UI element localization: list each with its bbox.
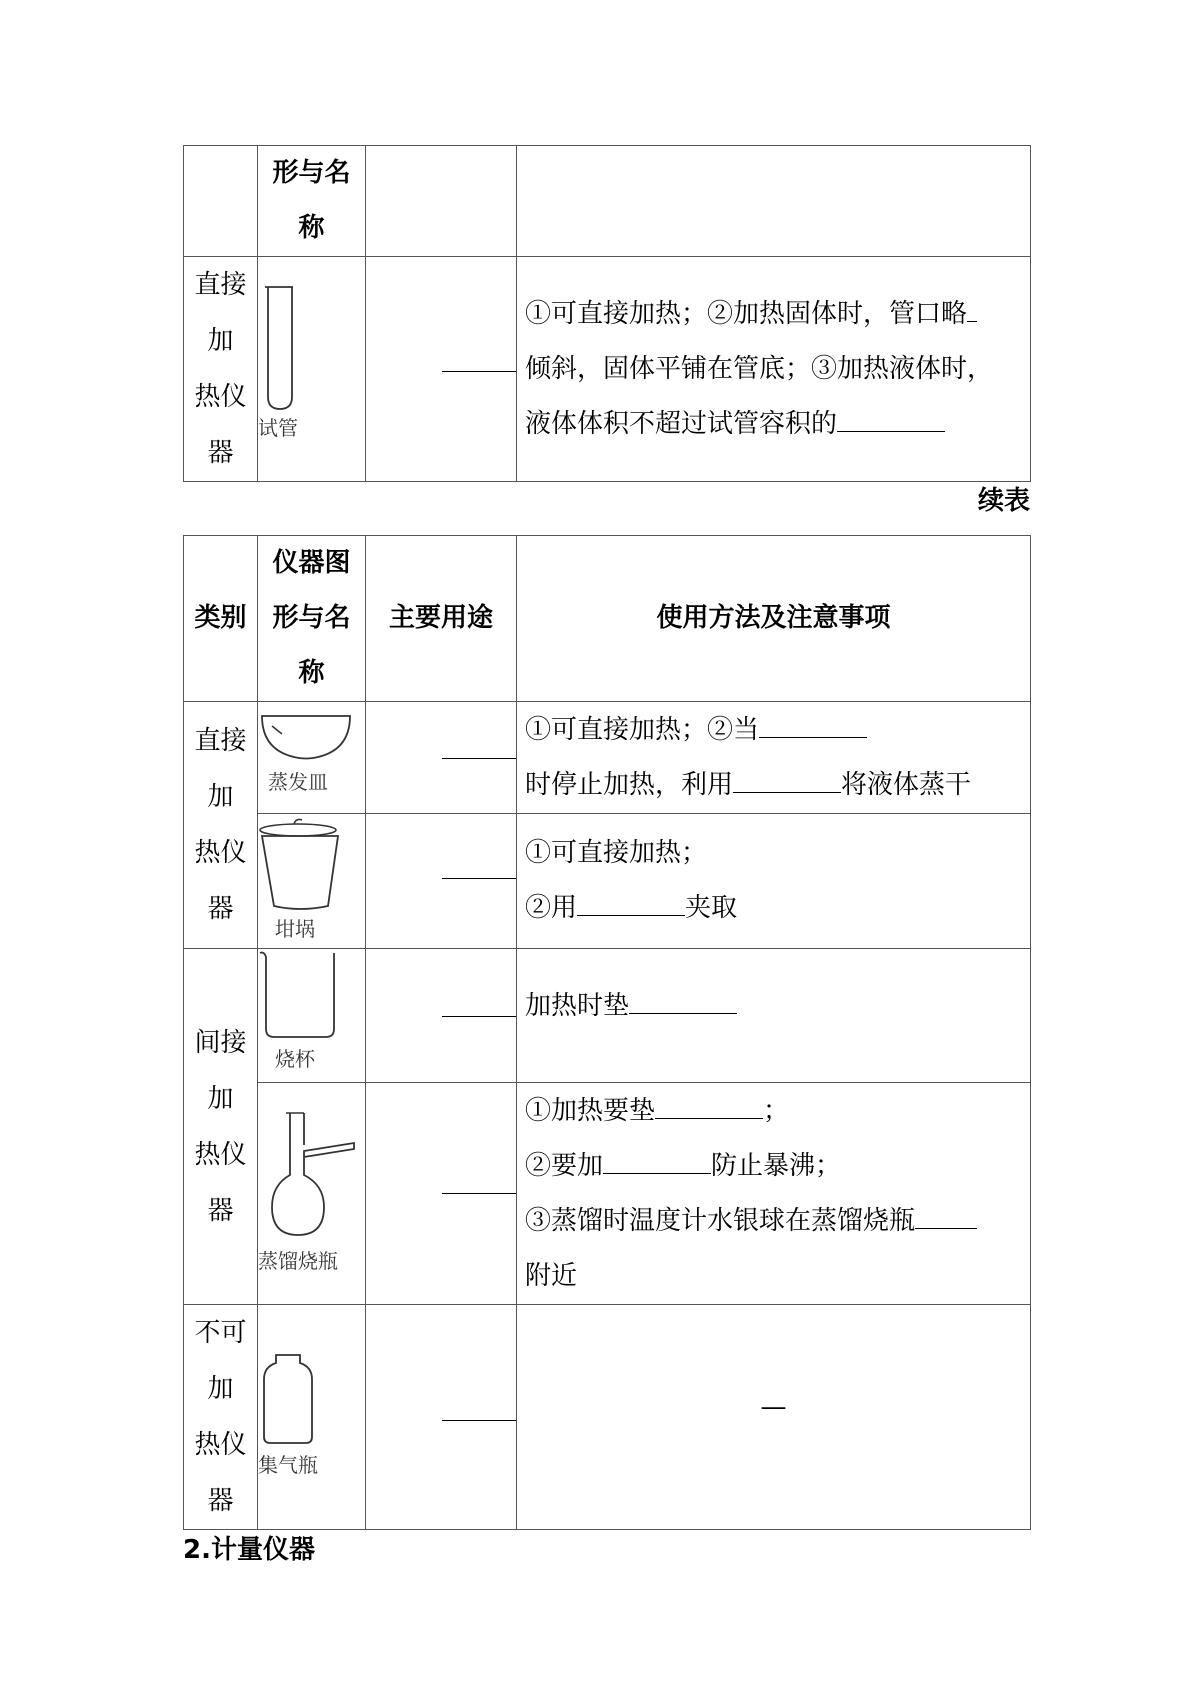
table-2-header-row <box>184 536 1031 702</box>
header-text: 仪器图 <box>272 548 351 578</box>
use-cell <box>366 1305 517 1530</box>
category-text: 加 <box>207 326 234 356</box>
answer-blank <box>442 1016 516 1017</box>
answer-blank <box>967 299 977 322</box>
category-text: 热仪 <box>194 1139 247 1170</box>
category-cell <box>184 702 258 949</box>
table-row-test-tube <box>184 257 1031 482</box>
header-use: 主要用途 <box>366 536 517 702</box>
instrument-label: 烧杯 <box>275 1047 315 1071</box>
answer-blank <box>442 371 516 372</box>
instrument-label: 蒸馏烧瓶 <box>258 1249 338 1273</box>
method-text: 防止暴沸； <box>711 1150 842 1181</box>
category-text: 热仪 <box>194 382 247 412</box>
instrument-label: 集气瓶 <box>258 1453 318 1477</box>
method-text: ①可直接加热；②当 <box>525 714 760 745</box>
section-title: 2.计量仪器 <box>183 1535 315 1565</box>
method-cell <box>517 1083 1031 1305</box>
method-text: ①可直接加热； <box>525 838 708 868</box>
instrument-cell <box>258 257 366 482</box>
header-method: 使用方法及注意事项 <box>517 536 1031 702</box>
method-text: 时停止加热，利用 <box>525 769 734 800</box>
instrument-cell <box>258 814 366 949</box>
category-cell <box>184 949 258 1305</box>
header-text: 形与名 <box>272 603 351 633</box>
continued-label-row <box>183 480 1030 514</box>
method-text: ②要加 <box>525 1150 604 1181</box>
header-cell-method <box>517 146 1031 257</box>
instrument-label: 坩埚 <box>275 917 315 941</box>
use-cell <box>366 949 517 1083</box>
instrument-label: 蒸发皿 <box>268 770 328 794</box>
category-text: 器 <box>207 438 234 468</box>
table-row-evaporating-dish <box>184 702 1031 814</box>
category-text: 器 <box>207 894 234 924</box>
category-text: 器 <box>207 1195 234 1226</box>
table-row-beaker <box>184 949 1031 1083</box>
method-text: 加热时垫 <box>525 991 630 1021</box>
answer-blank <box>629 991 737 1014</box>
instrument-cell <box>258 702 366 814</box>
category-text: 直接 <box>194 270 247 300</box>
category-text: 间接 <box>194 1027 247 1058</box>
category-text: 加 <box>207 782 234 812</box>
use-cell <box>366 1083 517 1305</box>
header-instrument <box>258 536 366 702</box>
answer-blank <box>733 770 841 793</box>
answer-blank <box>442 758 516 759</box>
method-text: ①加热要垫 <box>525 1095 656 1126</box>
answer-blank <box>915 1206 977 1229</box>
method-text: 将液体蒸干 <box>841 769 972 800</box>
header-text: 称 <box>298 213 325 243</box>
evaporating-dish-icon <box>258 702 366 814</box>
test-tube-icon <box>258 257 366 479</box>
header-text: 形与名 <box>272 158 351 188</box>
category-text: 热仪 <box>194 1430 247 1460</box>
method-text: ③蒸馏时温度计水银球在蒸馏烧瓶 <box>525 1205 916 1236</box>
category-text: 加 <box>207 1374 234 1404</box>
category-text: 加 <box>207 1083 234 1114</box>
table-2 <box>183 535 1031 1530</box>
method-cell <box>517 257 1031 482</box>
use-cell <box>366 814 517 949</box>
table-1-header-row <box>184 146 1031 257</box>
answer-blank <box>577 893 685 916</box>
table-row-distilling-flask <box>184 1083 1031 1305</box>
answer-blank <box>442 878 516 879</box>
method-dash: — <box>760 1392 787 1422</box>
category-cell <box>184 1305 258 1530</box>
category-cell <box>184 257 258 482</box>
answer-blank <box>442 1420 516 1421</box>
category-text: 不可 <box>194 1318 247 1348</box>
instrument-cell <box>258 1305 366 1530</box>
header-cell-instrument <box>258 146 366 257</box>
method-cell <box>517 702 1031 814</box>
method-text: 液体体积不超过试管容积的 <box>525 408 838 439</box>
gas-jar-icon <box>258 1305 366 1527</box>
table-row-gas-jar <box>184 1305 1031 1530</box>
instrument-label: 试管 <box>258 416 298 440</box>
answer-blank <box>655 1096 763 1119</box>
category-text: 器 <box>207 1486 234 1516</box>
header-cell-empty <box>184 146 258 257</box>
method-text: ②用 <box>525 893 578 923</box>
category-text: 直接 <box>194 726 247 756</box>
method-cell <box>517 1305 1031 1530</box>
header-category: 类别 <box>184 536 258 702</box>
use-cell <box>366 257 517 482</box>
instrument-cell <box>258 949 366 1083</box>
method-cell <box>517 949 1031 1083</box>
answer-blank <box>837 409 945 432</box>
answer-blank <box>442 1193 516 1194</box>
use-cell <box>366 702 517 814</box>
table-row-crucible <box>184 814 1031 949</box>
continued-label: 续表 <box>977 486 1030 516</box>
answer-blank <box>759 715 867 738</box>
table-1 <box>183 145 1031 482</box>
method-text: ； <box>763 1095 790 1126</box>
instrument-cell <box>258 1083 366 1305</box>
method-text: 夹取 <box>685 893 738 923</box>
header-cell-use <box>366 146 517 257</box>
header-text: 称 <box>298 658 325 688</box>
method-text: 倾斜，固体平铺在管底；③加热液体时， <box>525 353 994 384</box>
method-text: ①可直接加热；②加热固体时，管口略 <box>525 298 968 329</box>
category-text: 热仪 <box>194 838 247 868</box>
method-cell <box>517 814 1031 949</box>
method-text: 附近 <box>525 1260 578 1291</box>
answer-blank <box>603 1151 711 1174</box>
